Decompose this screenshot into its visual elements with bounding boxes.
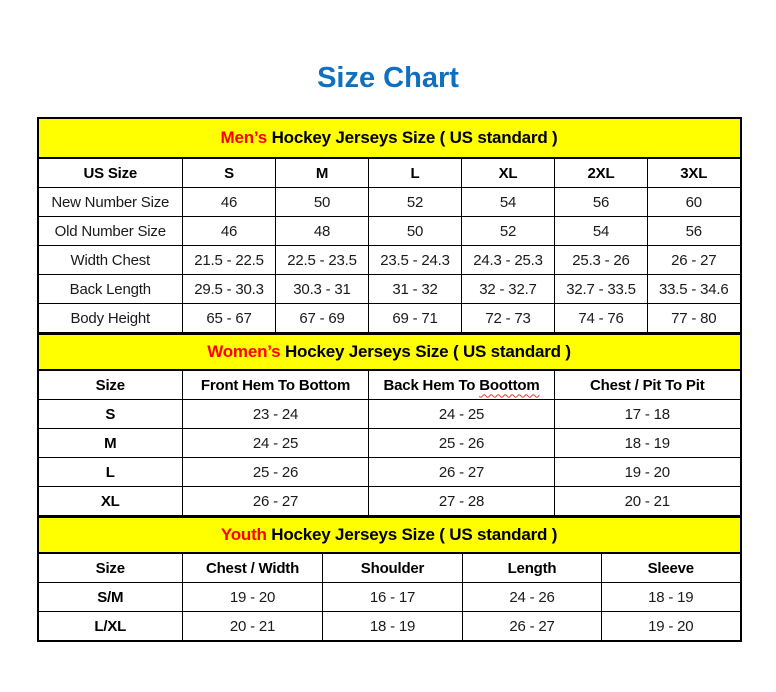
mens-column-header: L <box>369 158 462 188</box>
row-label: Body Height <box>38 304 183 334</box>
table-cell: 27 - 28 <box>369 487 555 517</box>
row-label: Old Number Size <box>38 217 183 246</box>
table-cell: 16 - 17 <box>323 583 463 612</box>
table-row <box>38 583 741 612</box>
row-label: Width Chest <box>38 246 183 275</box>
youth-section-header-row <box>38 517 741 553</box>
table-cell: 48 <box>276 217 369 246</box>
table-cell: 60 <box>648 188 741 217</box>
mens-section-rest-text: Hockey Jerseys Size ( US standard ) <box>267 128 558 147</box>
womens-column-header: Front Hem To Bottom <box>183 370 369 400</box>
youth-column-header: Chest / Width <box>183 553 323 583</box>
table-cell: 54 <box>555 217 648 246</box>
table-cell: 19 - 20 <box>183 583 323 612</box>
table-cell: 18 - 19 <box>602 583 741 612</box>
table-cell: 23 - 24 <box>183 400 369 429</box>
table-cell: 30.3 - 31 <box>276 275 369 304</box>
table-cell: 31 - 32 <box>369 275 462 304</box>
womens-column-header: Size <box>38 370 183 400</box>
table-cell: 20 - 21 <box>183 612 323 642</box>
womens-size-table <box>37 333 742 517</box>
table-row <box>38 217 741 246</box>
youth-section-rest-text: Hockey Jerseys Size ( US standard ) <box>266 525 558 544</box>
table-cell: 54 <box>462 188 555 217</box>
womens-section-rest-text: Hockey Jerseys Size ( US standard ) <box>280 342 571 361</box>
row-label: XL <box>38 487 183 517</box>
table-cell: 65 - 67 <box>183 304 276 334</box>
table-cell: 25.3 - 26 <box>555 246 648 275</box>
table-cell: 52 <box>369 188 462 217</box>
table-cell: 56 <box>648 217 741 246</box>
table-cell: 46 <box>183 217 276 246</box>
table-cell: 19 - 20 <box>602 612 741 642</box>
table-row <box>38 458 741 487</box>
table-cell: 69 - 71 <box>369 304 462 334</box>
back-hem-misspelled-word: Boottom <box>479 376 540 394</box>
table-cell: 77 - 80 <box>648 304 741 334</box>
table-cell: 26 - 27 <box>369 458 555 487</box>
table-cell: 24.3 - 25.3 <box>462 246 555 275</box>
table-cell: 50 <box>369 217 462 246</box>
table-cell: 26 - 27 <box>463 612 602 642</box>
row-label: M <box>38 429 183 458</box>
table-row <box>38 304 741 334</box>
table-cell: 24 - 25 <box>183 429 369 458</box>
womens-column-header-row <box>38 370 741 400</box>
womens-column-header-back-hem <box>369 370 555 400</box>
table-cell: 19 - 20 <box>555 458 741 487</box>
youth-column-header-row <box>38 553 741 583</box>
mens-column-header: M <box>276 158 369 188</box>
mens-column-header: 2XL <box>555 158 648 188</box>
youth-section-header <box>38 517 741 553</box>
youth-column-header: Length <box>463 553 602 583</box>
table-row <box>38 400 741 429</box>
table-cell: 23.5 - 24.3 <box>369 246 462 275</box>
back-hem-label-prefix: Back Hem To <box>383 376 480 394</box>
youth-column-header: Shoulder <box>323 553 463 583</box>
row-label: L/XL <box>38 612 183 642</box>
table-cell: 26 - 27 <box>183 487 369 517</box>
mens-section-header <box>38 118 741 158</box>
table-cell: 26 - 27 <box>648 246 741 275</box>
mens-column-header: 3XL <box>648 158 741 188</box>
table-cell: 72 - 73 <box>462 304 555 334</box>
table-cell: 20 - 21 <box>555 487 741 517</box>
mens-column-header-row <box>38 158 741 188</box>
row-label: New Number Size <box>38 188 183 217</box>
table-cell: 50 <box>276 188 369 217</box>
row-label: S <box>38 400 183 429</box>
table-cell: 17 - 18 <box>555 400 741 429</box>
mens-size-table <box>37 117 742 334</box>
table-cell: 18 - 19 <box>323 612 463 642</box>
womens-section-header-row <box>38 334 741 370</box>
youth-column-header: Sleeve <box>602 553 741 583</box>
table-row <box>38 275 741 304</box>
table-cell: 56 <box>555 188 648 217</box>
table-row <box>38 429 741 458</box>
table-cell: 25 - 26 <box>183 458 369 487</box>
table-cell: 18 - 19 <box>555 429 741 458</box>
youth-size-table <box>37 516 742 642</box>
mens-column-header: XL <box>462 158 555 188</box>
table-cell: 67 - 69 <box>276 304 369 334</box>
table-cell: 32.7 - 33.5 <box>555 275 648 304</box>
mens-column-header: S <box>183 158 276 188</box>
size-chart-tables <box>37 117 740 642</box>
youth-column-header: Size <box>38 553 183 583</box>
table-cell: 52 <box>462 217 555 246</box>
table-row <box>38 246 741 275</box>
mens-column-header: US Size <box>38 158 183 188</box>
womens-section-accent-text: Women’s <box>207 342 281 361</box>
table-cell: 25 - 26 <box>369 429 555 458</box>
table-row <box>38 487 741 517</box>
row-label: S/M <box>38 583 183 612</box>
table-cell: 46 <box>183 188 276 217</box>
table-cell: 24 - 25 <box>369 400 555 429</box>
table-row <box>38 188 741 217</box>
row-label: L <box>38 458 183 487</box>
page-title: Size Chart <box>317 62 459 94</box>
mens-section-accent-text: Men’s <box>220 128 268 147</box>
mens-section-header-row <box>38 118 741 158</box>
youth-section-accent-text: Youth <box>220 525 267 544</box>
table-cell: 21.5 - 22.5 <box>183 246 276 275</box>
table-cell: 24 - 26 <box>463 583 602 612</box>
table-cell: 33.5 - 34.6 <box>648 275 741 304</box>
womens-column-header: Chest / Pit To Pit <box>555 370 741 400</box>
table-cell: 74 - 76 <box>555 304 648 334</box>
table-row <box>38 612 741 642</box>
womens-section-header <box>38 334 741 370</box>
table-cell: 29.5 - 30.3 <box>183 275 276 304</box>
table-cell: 32 - 32.7 <box>462 275 555 304</box>
row-label: Back Length <box>38 275 183 304</box>
table-cell: 22.5 - 23.5 <box>276 246 369 275</box>
